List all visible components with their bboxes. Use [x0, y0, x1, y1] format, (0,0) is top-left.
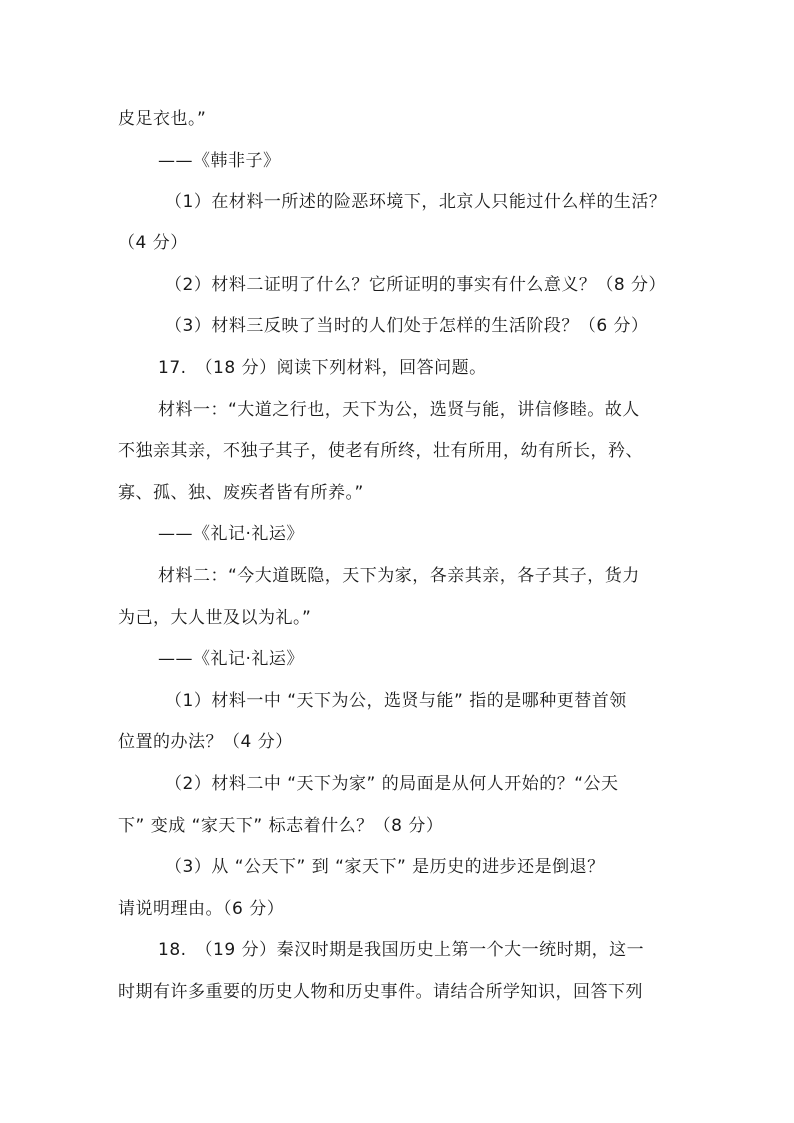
question-16-1: （1）在材料一所述的险恶环境下，北京人只能过什么样的生活？: [165, 192, 667, 212]
source-citation-liji-2: ——《礼记·礼运》: [158, 649, 304, 669]
question-17-2-line-1: （2）材料二中 “天下为家” 的局面是从何人开始的？“公天: [165, 774, 619, 794]
material-1-line-1: 材料一：“大道之行也，天下为公，选贤与能，讲信修睦。故人: [158, 400, 640, 420]
question-16-3: （3）材料三反映了当时的人们处于怎样的生活阶段？（6 分）: [165, 316, 649, 336]
material-2-line-2: 为己，大人世及以为礼。”: [118, 608, 312, 628]
question-16-2: （2）材料二证明了什么？它所证明的事实有什么意义？（8 分）: [165, 275, 667, 295]
question-18-line-2: 时期有许多重要的历史人物和历史事件。请结合所学知识，回答下列: [118, 982, 643, 1002]
question-17-2-line-2: 下” 变成 “家天下” 标志着什么？（8 分）: [118, 816, 444, 836]
question-18-line-1: 18. （19 分）秦汉时期是我国历史上第一个大一统时期，这一: [158, 940, 645, 960]
question-17-1-line-2: 位置的办法？（4 分）: [118, 732, 293, 752]
question-16-1-score: （4 分）: [118, 233, 188, 253]
question-17-1-line-1: （1）材料一中 “天下为公，选贤与能” 指的是哪种更替首领: [165, 691, 627, 711]
material-1-line-3: 寡、孤、独、废疾者皆有所养。”: [118, 483, 364, 503]
material-1-line-2: 不独亲其亲，不独子其子，使老有所终，壮有所用，幼有所长，矜、: [118, 441, 643, 461]
question-17-heading: 17. （18 分）阅读下列材料，回答问题。: [158, 358, 487, 378]
material-2-line-1: 材料二：“今大道既隐，天下为家，各亲其亲，各子其子，货力: [158, 566, 640, 586]
source-citation-hanfeizi: ——《韩非子》: [158, 151, 281, 171]
question-17-3-line-1: （3）从 “公天下” 到 “家天下” 是历史的进步还是倒退？: [165, 857, 605, 877]
question-17-3-line-2: 请说明理由。（6 分）: [118, 899, 285, 919]
text-line-1: 皮足衣也。”: [118, 109, 207, 129]
source-citation-liji-1: ——《礼记·礼运》: [158, 524, 304, 544]
